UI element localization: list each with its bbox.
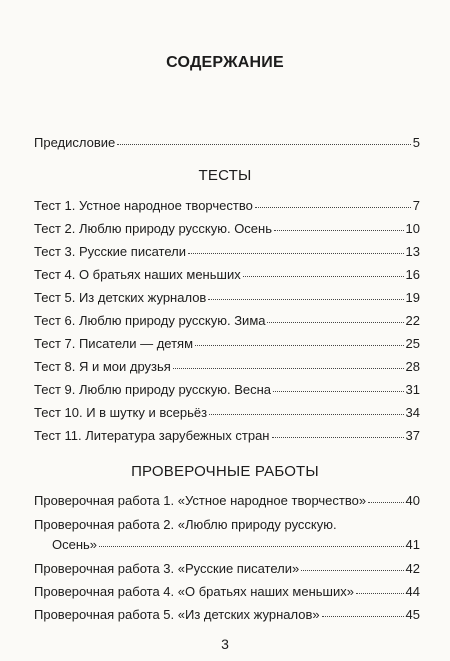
toc-entry-page: 25 bbox=[405, 336, 420, 351]
toc-entry-test-7 bbox=[34, 336, 420, 352]
toc-entry-test-5 bbox=[34, 290, 420, 306]
dot-leader bbox=[195, 345, 404, 346]
toc-entry-label: Предисловие bbox=[34, 135, 116, 150]
toc-entry-test-10 bbox=[34, 405, 420, 421]
toc-entry-check-3 bbox=[34, 561, 420, 577]
toc-entry-test-4 bbox=[34, 267, 420, 283]
dot-leader bbox=[267, 322, 403, 323]
page-number: 3 bbox=[221, 636, 229, 652]
dot-leader bbox=[356, 593, 404, 594]
dot-leader bbox=[255, 207, 411, 208]
toc-entry-label: Проверочная работа 1. «Устное народное творчество» bbox=[34, 493, 367, 508]
toc-entry-page: 41 bbox=[405, 537, 420, 552]
dot-leader bbox=[209, 414, 403, 415]
toc-entry-label: Проверочная работа 5. «Из детских журналов» bbox=[34, 607, 320, 622]
toc-entry-check-2 bbox=[52, 537, 420, 553]
toc-entry-page: 37 bbox=[405, 428, 420, 443]
toc-entry-label: Тест 1. Устное народное творчество bbox=[34, 198, 253, 213]
toc-entry-check-2-line-1: Проверочная работа 2. «Люблю природу русскую. bbox=[34, 517, 337, 532]
toc-entry-page: 40 bbox=[405, 493, 420, 508]
toc-entry-test-11 bbox=[34, 428, 420, 444]
toc-entry-label: Тест 4. О братьях наших меньших bbox=[34, 267, 241, 282]
toc-entry-page: 31 bbox=[405, 382, 420, 397]
toc-entry-page: 19 bbox=[405, 290, 420, 305]
dot-leader bbox=[272, 437, 404, 438]
toc-entry-label: Тест 5. Из детских журналов bbox=[34, 290, 207, 305]
toc-entry-page: 7 bbox=[412, 198, 420, 213]
toc-entry-page: 34 bbox=[405, 405, 420, 420]
toc-entry-test-2 bbox=[34, 221, 420, 237]
toc-entry-test-1 bbox=[34, 198, 420, 214]
toc-entry-label: Тест 2. Люблю природу русскую. Осень bbox=[34, 221, 272, 236]
toc-entry-check-5 bbox=[34, 607, 420, 623]
toc-entry-label: Тест 11. Литература зарубежных стран bbox=[34, 428, 270, 443]
dot-leader bbox=[322, 616, 404, 617]
toc-entry-page: 13 bbox=[405, 244, 420, 259]
toc-entry-page: 10 bbox=[405, 221, 420, 236]
section-heading-checks: ПРОВЕРОЧНЫЕ РАБОТЫ bbox=[131, 463, 319, 480]
toc-entry-label: Тест 10. И в шутку и всерьёз bbox=[34, 405, 208, 420]
toc-entry-label: Тест 6. Люблю природу русскую. Зима bbox=[34, 313, 266, 328]
dot-leader bbox=[273, 391, 404, 392]
toc-entry-page: 44 bbox=[405, 584, 420, 599]
dot-leader bbox=[99, 546, 404, 547]
toc-entry-page: 45 bbox=[405, 607, 420, 622]
toc-entry-label: Проверочная работа 4. «О братьях наших меньших» bbox=[34, 584, 354, 599]
toc-entry-preface bbox=[34, 135, 420, 151]
toc-entry-test-9 bbox=[34, 382, 420, 398]
toc-entry-label: Осень» bbox=[52, 537, 98, 552]
toc-entry-check-4 bbox=[34, 584, 420, 600]
dot-leader bbox=[173, 368, 404, 369]
toc-entry-check-1 bbox=[34, 493, 420, 509]
dot-leader bbox=[188, 253, 404, 254]
toc-entry-page: 28 bbox=[405, 359, 420, 374]
toc-entry-label: Проверочная работа 3. «Русские писатели» bbox=[34, 561, 300, 576]
dot-leader bbox=[301, 570, 403, 571]
section-heading-tests: ТЕСТЫ bbox=[198, 167, 252, 184]
toc-entry-label: Тест 7. Писатели — детям bbox=[34, 336, 194, 351]
page-title: СОДЕРЖАНИЕ bbox=[166, 54, 284, 71]
toc-entry-test-8 bbox=[34, 359, 420, 375]
dot-leader bbox=[274, 230, 404, 231]
toc-entry-page: 42 bbox=[405, 561, 420, 576]
dot-leader bbox=[243, 276, 404, 277]
dot-leader bbox=[368, 502, 403, 503]
toc-entry-page: 22 bbox=[405, 313, 420, 328]
dot-leader bbox=[117, 144, 411, 145]
dot-leader bbox=[208, 299, 403, 300]
toc-entry-page: 5 bbox=[412, 135, 420, 150]
toc-entry-label: Тест 9. Люблю природу русскую. Весна bbox=[34, 382, 272, 397]
toc-entry-label: Тест 3. Русские писатели bbox=[34, 244, 186, 259]
toc-entry-page: 16 bbox=[405, 267, 420, 282]
toc-entry-test-6 bbox=[34, 313, 420, 329]
toc-entry-label: Тест 8. Я и мои друзья bbox=[34, 359, 171, 374]
toc-entry-test-3 bbox=[34, 244, 420, 260]
